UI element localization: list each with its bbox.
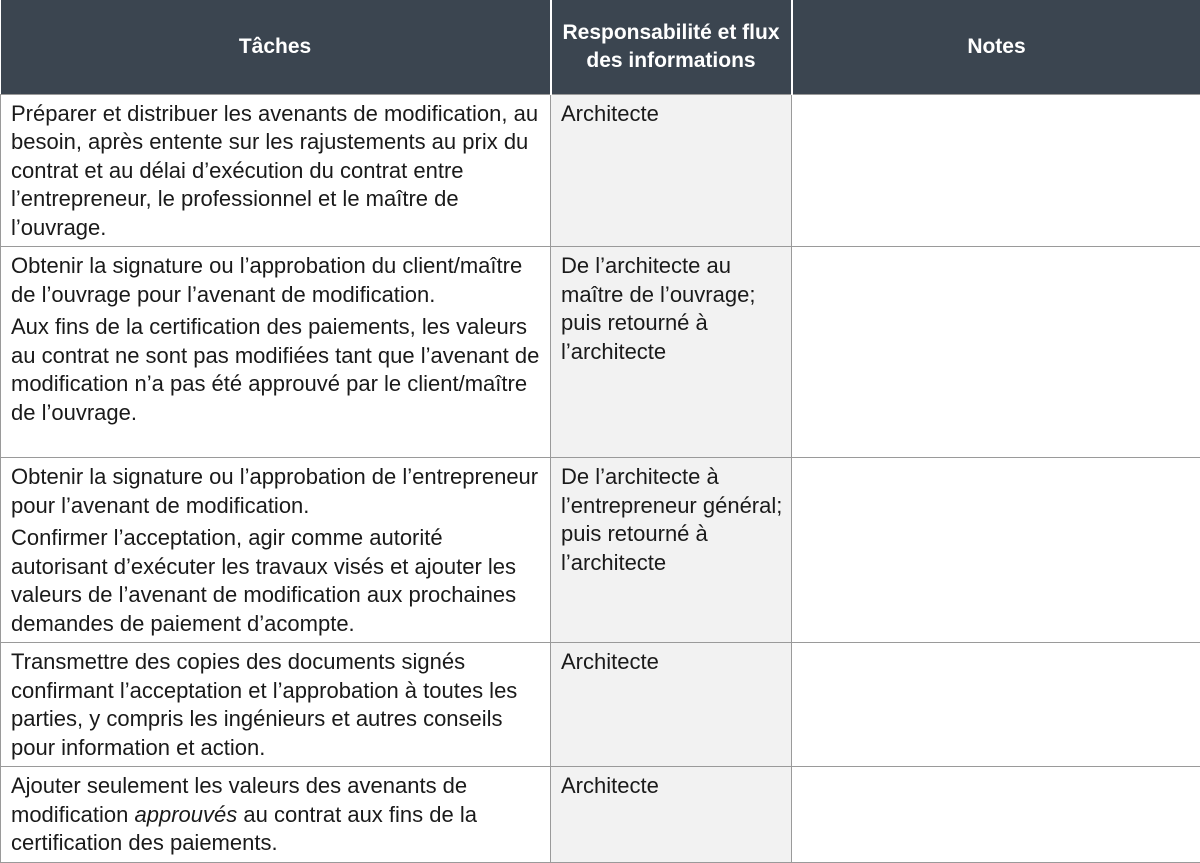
responsibility-cell: Architecte [551, 643, 792, 767]
responsibility-cell: Architecte [551, 94, 792, 247]
header-notes: Notes [792, 0, 1200, 94]
header-responsibility: Responsabilité et flux des informations [551, 0, 792, 94]
notes-cell [792, 767, 1200, 863]
task-text: Obtenir la signature ou l’approbation du client/maître de l’ouvrage pour l’avenant de modification. [11, 252, 542, 309]
task-text-after: au contrat aux fins de la certification des paiements. [11, 802, 477, 856]
task-cell [1, 247, 551, 458]
table-row [1, 767, 1200, 863]
responsibility-cell: De l’architecte à l’entrepreneur général; puis retourné à l’architecte [551, 458, 792, 643]
task-text [11, 772, 542, 858]
header-tasks: Tâches [1, 0, 551, 94]
table-body [1, 94, 1200, 862]
task-note: Aux fins de la certification des paiements, les valeurs au contrat ne sont pas modifiées tant que l’avenant de modification n’a pas été approuvé par le client/maître de l’ouvrage. [11, 313, 542, 427]
task-note: Confirmer l’acceptation, agir comme autorité autorisant d’exécuter les travaux visés et ajouter les valeurs de l’avenant de modification aux prochaines demandes de paiement d’acompte. [11, 524, 542, 638]
table-row [1, 643, 1200, 767]
notes-cell [792, 458, 1200, 643]
table-header [1, 0, 1200, 94]
responsibility-cell: De l’architecte au maître de l’ouvrage; puis retourné à l’architecte [551, 247, 792, 458]
table-row [1, 94, 1200, 247]
header-row [1, 0, 1200, 94]
notes-cell [792, 643, 1200, 767]
table-row [1, 458, 1200, 643]
responsibility-cell: Architecte [551, 767, 792, 863]
task-text: Transmettre des copies des documents signés confirmant l’acceptation et l’approbation à toutes les parties, y compris les ingénieurs et autres conseils pour information et action. [11, 648, 542, 762]
notes-cell [792, 94, 1200, 247]
task-cell [1, 643, 551, 767]
task-text-before: Ajouter seulement les valeurs des avenants de modification [11, 773, 467, 827]
table-row [1, 247, 1200, 458]
task-text-emphasis: approuvés [135, 802, 238, 827]
task-text: Obtenir la signature ou l’approbation de l’entrepreneur pour l’avenant de modification. [11, 463, 542, 520]
task-cell [1, 94, 551, 247]
task-text: Préparer et distribuer les avenants de modification, au besoin, après entente sur les rajustements au prix du contrat et au délai d’exécution du contrat entre l’entrepreneur, le professionnel et le maître de l’ouvrage. [11, 100, 542, 243]
task-cell [1, 458, 551, 643]
task-cell [1, 767, 551, 863]
notes-cell [792, 247, 1200, 458]
